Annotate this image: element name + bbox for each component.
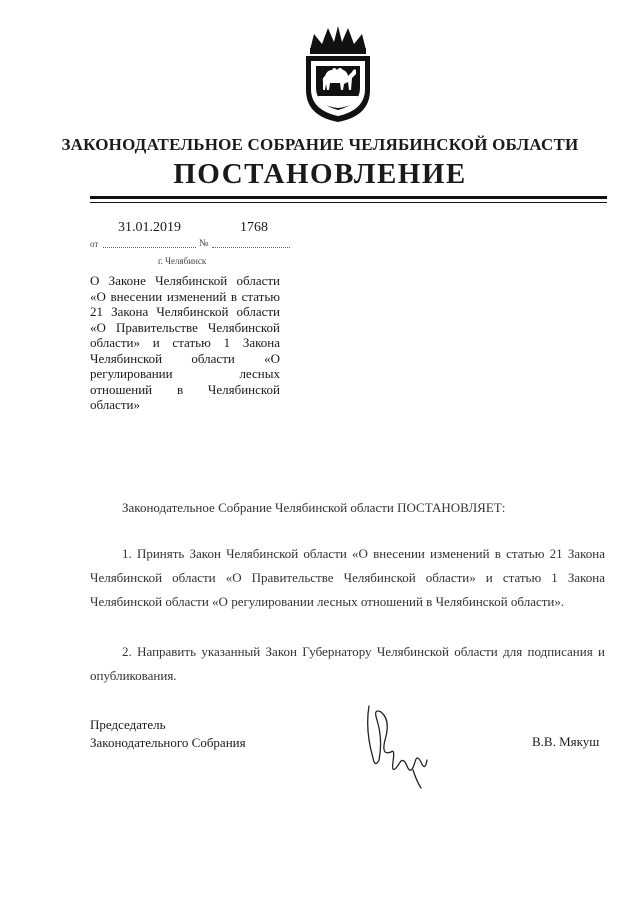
organization-title: ЗАКОНОДАТЕЛЬНОЕ СОБРАНИЕ ЧЕЛЯБИНСКОЙ ОБЛАСТИ [61, 135, 579, 154]
position-line-2: Законодательного Собрания [90, 735, 246, 750]
document-subject: О Законе Челябинской области «О внесении изменений в статью 21 Закона Челябинской области «О Правительстве Челябинской области» и статью 1 Закона Челябинской области «О регулировании лесных отношений в Челябинской области» [90, 273, 280, 412]
from-label: от [90, 239, 99, 249]
resolves-statement: Законодательное Собрание Челябинской области ПОСТАНОВЛЯЕТ: [122, 500, 506, 515]
signer-name: В.В. Мякуш [532, 734, 600, 749]
chelyabinsk-coat-of-arms-icon [296, 24, 380, 124]
document-number: 1768 [240, 220, 268, 235]
signatory-position [90, 716, 246, 752]
number-label: № [199, 238, 209, 249]
paragraph-2: 2. Направить указанный Закон Губернатору Челябинской области для подписания и опубликования. [90, 644, 605, 683]
position-line-1: Председатель [90, 717, 166, 732]
city-label: г. Челябинск [158, 256, 207, 266]
document-date: 31.01.2019 [118, 220, 181, 235]
number-underline [212, 247, 290, 248]
date-underline [103, 247, 196, 248]
paragraph-1: 1. Принять Закон Челябинской области «О внесении изменений в статью 21 Закона Челябинской области «О Правительстве Челябинской области» и статью 1 Закона Челябинской области «О регулировании лесных отношений в Челябинской области». [90, 546, 605, 609]
header-rule-thin [90, 202, 607, 203]
document-type-title: ПОСТАНОВЛЕНИЕ [173, 158, 467, 190]
handwritten-signature [355, 700, 445, 790]
header-rule-thick [90, 196, 607, 199]
